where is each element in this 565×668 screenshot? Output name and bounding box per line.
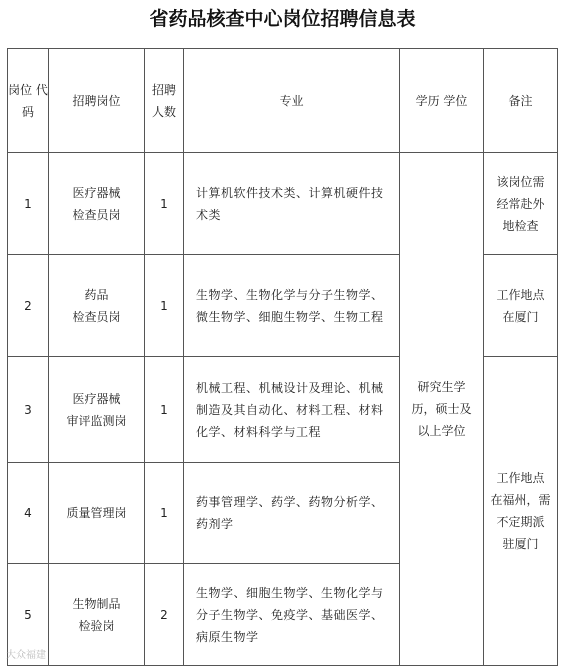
- header-code: 岗位 代码: [8, 49, 49, 153]
- header-count: 招聘 人数: [145, 49, 184, 153]
- header-remark: 备注: [484, 49, 558, 153]
- cell-code: 2: [8, 255, 49, 357]
- cell-remark: 工作地点 在厦门: [484, 255, 558, 357]
- watermark: 大众福建: [6, 650, 46, 661]
- cell-count: 1: [145, 153, 184, 255]
- cell-position: 生物制品 检验岗: [49, 564, 145, 666]
- cell-education: 研究生学 历，硕士及 以上学位: [400, 153, 484, 666]
- cell-major: 机械工程、机械设计及理论、机械制造及其自动化、材料工程、材料化学、材料科学与工程: [184, 357, 400, 463]
- cell-major: 药事管理学、药学、药物分析学、药剂学: [184, 463, 400, 564]
- cell-position: 质量管理岗: [49, 463, 145, 564]
- table-row: [8, 153, 558, 255]
- header-major: 专业: [184, 49, 400, 153]
- header-position: 招聘岗位: [49, 49, 145, 153]
- page-title: 省药品核查中心岗位招聘信息表: [149, 8, 416, 30]
- cell-major: 生物学、细胞生物学、生物化学与分子生物学、免疫学、基础医学、病原生物学: [184, 564, 400, 666]
- cell-code: 5: [8, 564, 49, 666]
- cell-code: 1: [8, 153, 49, 255]
- cell-major: 计算机软件技术类、计算机硬件技术类: [184, 153, 400, 255]
- cell-count: 1: [145, 255, 184, 357]
- cell-count: 2: [145, 564, 184, 666]
- cell-position: 医疗器械 检查员岗: [49, 153, 145, 255]
- cell-remark: 工作地点 在福州，需 不定期派 驻厦门: [484, 357, 558, 666]
- cell-position: 医疗器械 审评监测岗: [49, 357, 145, 463]
- cell-count: 1: [145, 357, 184, 463]
- cell-major: 生物学、生物化学与分子生物学、微生物学、细胞生物学、生物工程: [184, 255, 400, 357]
- cell-code: 3: [8, 357, 49, 463]
- header-education: 学历 学位: [400, 49, 484, 153]
- cell-remark: 该岗位需 经常赴外 地检查: [484, 153, 558, 255]
- cell-count: 1: [145, 463, 184, 564]
- recruitment-table: [7, 48, 558, 666]
- table-header-row: [8, 49, 558, 153]
- cell-position: 药品 检查员岗: [49, 255, 145, 357]
- cell-code: 4: [8, 463, 49, 564]
